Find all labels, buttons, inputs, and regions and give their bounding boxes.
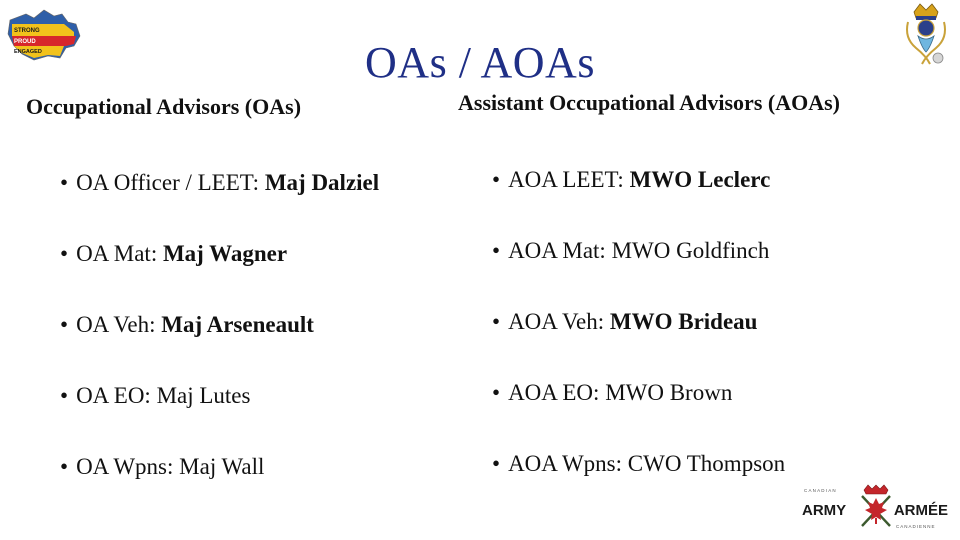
bullet-icon: • (492, 167, 501, 192)
list-item (492, 167, 785, 238)
army-word-fr: ARMÉE (893, 502, 948, 519)
army-small-fr: CANADIENNE (896, 524, 936, 529)
aoa-list (492, 167, 785, 522)
item-person: Maj Dalziel (264, 170, 380, 195)
bullet-icon: • (60, 241, 69, 266)
item-label: OA EO: (76, 383, 157, 408)
list-item (492, 451, 785, 522)
list-item (60, 454, 379, 525)
item-label: OA Officer / LEET: (76, 170, 265, 195)
bullet-icon: • (492, 309, 501, 334)
list-item (492, 380, 785, 451)
item-person: Maj Lutes (156, 383, 251, 408)
oa-column-heading: Occupational Advisors (OAs) (26, 94, 302, 119)
item-person: MWO Brown (605, 380, 733, 405)
canadian-army-logo (800, 484, 948, 530)
item-label: OA Wpns: (76, 454, 180, 479)
item-person: Maj Arseneault (161, 312, 314, 337)
bullet-icon: • (492, 451, 501, 476)
item-label: AOA Mat: (508, 238, 612, 263)
item-person: MWO Goldfinch (611, 238, 770, 263)
item-label: OA Mat: (76, 241, 163, 266)
logo-word-strong: STRONG (14, 28, 40, 34)
item-person: Maj Wagner (162, 241, 288, 266)
item-label: AOA Veh: (508, 309, 610, 334)
list-item (492, 309, 785, 380)
item-person: CWO Thompson (627, 451, 786, 476)
list-item (60, 241, 379, 312)
bullet-icon: • (492, 238, 501, 263)
army-small-en: CANADIAN (804, 488, 837, 493)
item-label: AOA Wpns: (508, 451, 628, 476)
oa-list (60, 170, 379, 525)
logo-word-engaged: ENGAGED (14, 49, 42, 55)
list-item (60, 170, 379, 241)
item-person: Maj Wall (179, 454, 265, 479)
item-label: OA Veh: (76, 312, 162, 337)
bullet-icon: • (60, 312, 69, 337)
aoa-column-heading: Assistant Occupational Advisors (AOAs) (458, 90, 840, 115)
bullet-icon: • (60, 454, 69, 479)
page-title: OAs / AOAs (365, 38, 595, 88)
list-item (60, 312, 379, 383)
logo-word-proud: PROUD (14, 39, 36, 45)
bullet-icon: • (60, 170, 69, 195)
item-label: AOA EO: (508, 380, 606, 405)
bullet-icon: • (492, 380, 501, 405)
list-item (492, 238, 785, 309)
bullet-icon: • (60, 383, 69, 408)
item-label: AOA LEET: (508, 167, 630, 192)
item-person: MWO Leclerc (629, 167, 771, 192)
list-item (60, 383, 379, 454)
item-person: MWO Brideau (609, 309, 758, 334)
army-word-en: ARMY (802, 502, 847, 519)
